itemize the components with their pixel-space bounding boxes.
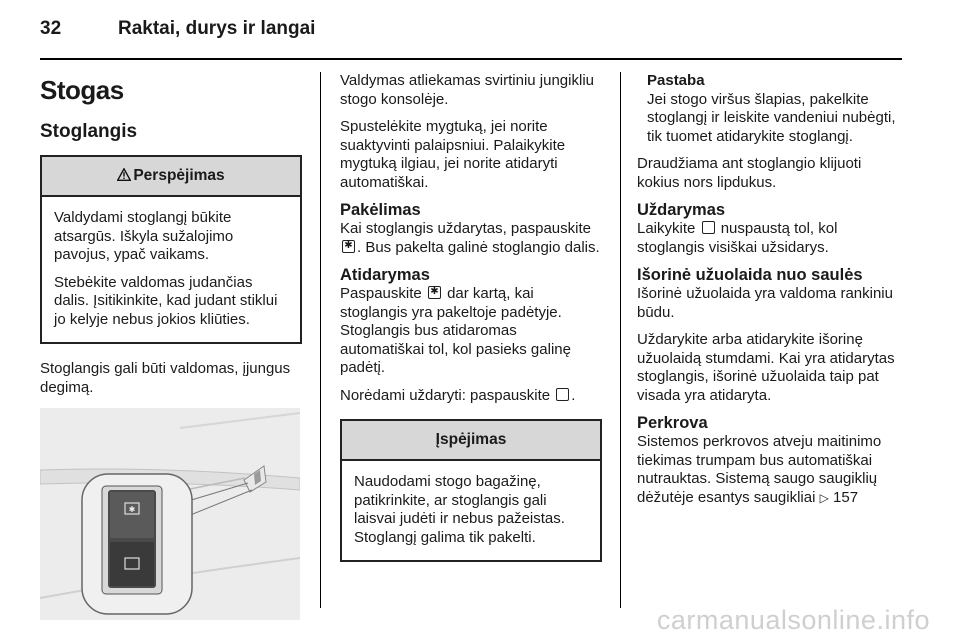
lift-text — [340, 220, 602, 257]
section-heading: Stogas — [40, 75, 124, 105]
column-divider-1 — [320, 72, 321, 608]
page-reference-link[interactable]: 157 — [833, 488, 859, 506]
close-heading: Uždarymas — [637, 201, 726, 219]
overload-heading: Perkrova — [637, 414, 708, 432]
close-text — [340, 387, 602, 406]
sunroof-open-button-icon — [342, 240, 355, 253]
lift-text-a: Kai stoglangis uždarytas, paspauskite — [340, 220, 591, 237]
note-block — [637, 72, 905, 146]
overload-text — [637, 433, 905, 507]
sunshade-text-2: Uždarykite arba atidarykite išorinę užuolaidą stumdami. Kai yra atidarytas stoglangis, išorinė užuolaida taip pat visada yra atidaryta. — [637, 331, 895, 404]
caution-box — [340, 419, 602, 562]
ignition-note: Stoglangis gali būti valdomas, įjungus degimą. — [40, 360, 291, 396]
warning-para-1: Valdydami stoglangį būkite atsargūs. Iškyla sužalojimo pavojus, ypač vaikams. — [54, 209, 234, 263]
caution-text: Naudodami stogo bagažinę, patikrinkite, ar stoglangis gali laisvai judėti ir nebus pažeistas. Stoglangį galima tik pakelti. — [354, 473, 565, 546]
close-text-b: . — [571, 386, 576, 404]
warning-box — [40, 155, 302, 344]
chapter-title: Raktai, durys ir langai — [118, 18, 316, 39]
column-1 — [40, 72, 302, 620]
page-number: 32 — [40, 18, 62, 39]
subsection-heading: Stoglangis — [40, 121, 138, 142]
lift-text-b: . Bus pakelta galinė stoglangio dalis. — [357, 238, 600, 256]
open-text-a: Paspauskite — [340, 285, 422, 302]
close-instructions — [637, 220, 905, 257]
control-mode: Spustelėkite mygtuką, jei norite suaktyvinti palaipsniui. Palaikykite mygtuką ilgiau, jei norite atidaryti automatiškai. — [340, 118, 566, 191]
watermark: carmanualsonline.info — [656, 605, 930, 635]
open-heading: Atidarymas — [340, 266, 430, 284]
header-rule — [40, 58, 902, 60]
sunshade-text-1: Išorinė užuolaida yra valdoma rankiniu būdu. — [637, 285, 893, 321]
open-text-b: dar kartą, kai stoglangis yra pakeltoje padėtyje. Stoglangis bus atidaromas automatiškai tol, kol pasieks galinę padėtį. — [340, 285, 571, 376]
close-instructions-a: Laikykite — [637, 220, 696, 237]
svg-text:✱: ✱ — [128, 505, 136, 514]
close-instructions-b: nuspaustą tol, kol stoglangis visiškai užsidarys. — [637, 220, 838, 256]
warning-triangle-icon — [117, 168, 131, 181]
column-2 — [340, 72, 602, 578]
sunroof-close-button-icon — [556, 388, 569, 401]
column-divider-2 — [620, 72, 621, 608]
sunroof-open-button-icon — [428, 286, 441, 299]
sunshade-heading: Išorinė užuolaida nuo saulės — [637, 266, 863, 284]
close-text-a: Norėdami uždaryti: paspauskite — [340, 386, 551, 404]
lift-heading: Pakėlimas — [340, 201, 421, 219]
caution-title: Įspėjimas — [342, 421, 600, 461]
sunroof-close-button-icon — [702, 221, 715, 234]
open-text — [340, 285, 602, 378]
control-intro: Valdymas atliekamas svirtiniu jungikliu stogo konsolėje. — [340, 72, 594, 108]
note-title: Pastaba — [647, 72, 705, 89]
roof-console-illustration — [40, 408, 300, 620]
warning-title — [42, 157, 300, 197]
overload-text-a: Sistemos perkrovos atveju maitinimo tiekimas trumpam bus automatiškai nutrauktas. Sistemą saugo saugiklių dėžutėje esantys saugikliai — [637, 433, 882, 506]
warning-para-2: Stebėkite valdomas judančias dalis. Įsitikinkite, kad judant stiklui jo kelyje nebus jokios kliūties. — [54, 273, 278, 328]
warning-title-text: Perspėjimas — [133, 167, 225, 184]
note-body: Jei stogo viršus šlapias, pakelkite stoglangį ir leiskite vandeniui nubėgti, tik tuomet atidarykite stoglangį. — [647, 90, 896, 145]
column-3 — [637, 72, 905, 516]
page-reference-arrow-icon: ▷ — [819, 490, 829, 505]
sticker-warning: Draudžiama ant stoglangio klijuoti kokius nors lipdukus. — [637, 155, 862, 191]
sunroof-switch-illustration — [40, 408, 300, 620]
